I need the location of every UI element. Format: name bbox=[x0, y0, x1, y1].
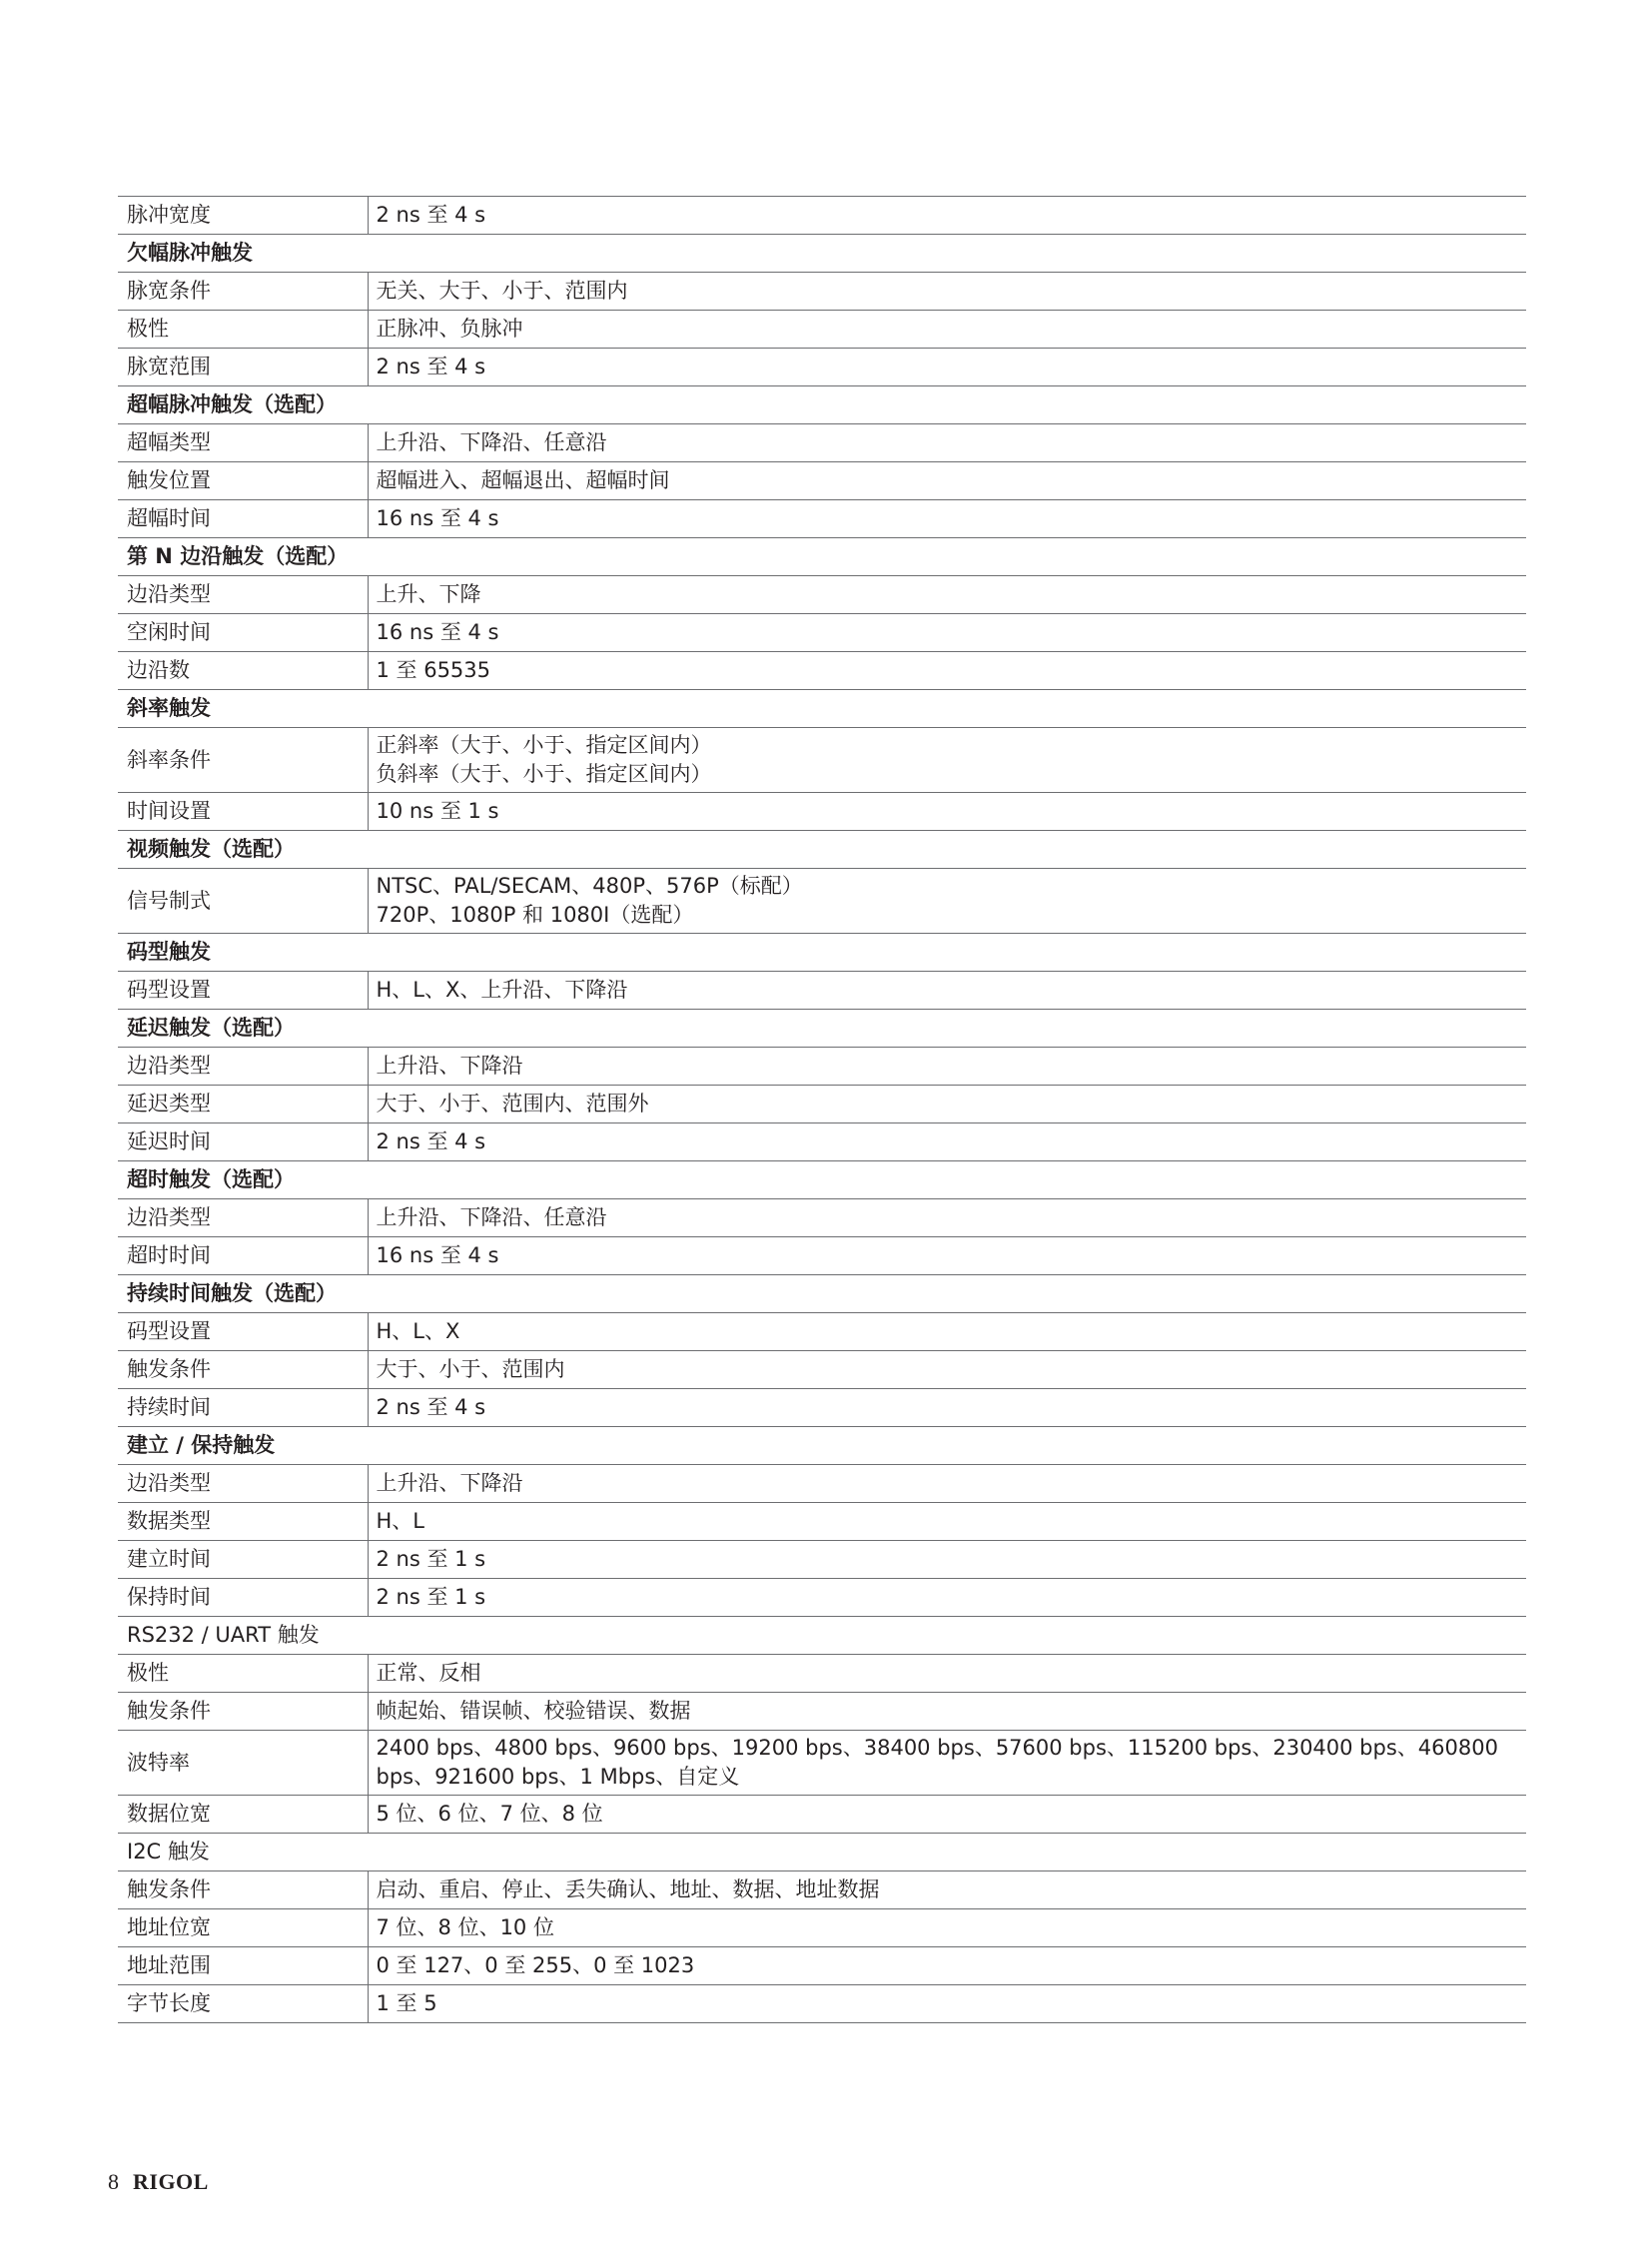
section-title: 持续时间触发（选配） bbox=[118, 1275, 1526, 1313]
spec-value: 7 位、8 位、10 位 bbox=[368, 1909, 1526, 1947]
spec-value bbox=[368, 869, 1526, 934]
spec-row bbox=[118, 1048, 1526, 1086]
brand-logo: RIGOL bbox=[133, 2169, 209, 2194]
spec-key: 边沿类型 bbox=[118, 1199, 368, 1237]
section-header-row bbox=[118, 1161, 1526, 1199]
spec-value: 0 至 127、0 至 255、0 至 1023 bbox=[368, 1947, 1526, 1985]
spec-row bbox=[118, 424, 1526, 462]
spec-key: 数据类型 bbox=[118, 1503, 368, 1541]
section-title: 第 N 边沿触发（选配） bbox=[118, 538, 1526, 576]
spec-row bbox=[118, 349, 1526, 386]
spec-value: 16 ns 至 4 s bbox=[368, 1237, 1526, 1275]
spec-key: 触发条件 bbox=[118, 1693, 368, 1731]
spec-key: 极性 bbox=[118, 311, 368, 349]
section-header-row bbox=[118, 1617, 1526, 1655]
spec-value: H、L、X、上升沿、下降沿 bbox=[368, 972, 1526, 1010]
spec-key: 数据位宽 bbox=[118, 1796, 368, 1834]
section-title: 欠幅脉冲触发 bbox=[118, 235, 1526, 273]
spec-key: 脉宽条件 bbox=[118, 273, 368, 311]
spec-key: 建立时间 bbox=[118, 1541, 368, 1579]
spec-value: 无关、大于、小于、范围内 bbox=[368, 273, 1526, 311]
spec-row bbox=[118, 1237, 1526, 1275]
section-header-row bbox=[118, 831, 1526, 869]
spec-value: 上升沿、下降沿 bbox=[368, 1048, 1526, 1086]
spec-row bbox=[118, 1909, 1526, 1947]
section-header-row bbox=[118, 690, 1526, 728]
section-title: 建立 / 保持触发 bbox=[118, 1427, 1526, 1465]
spec-value: 大于、小于、范围内 bbox=[368, 1351, 1526, 1389]
spec-key: 保持时间 bbox=[118, 1579, 368, 1617]
spec-row bbox=[118, 869, 1526, 934]
spec-row bbox=[118, 1503, 1526, 1541]
spec-table-body bbox=[118, 197, 1526, 2023]
section-title: 延迟触发（选配） bbox=[118, 1010, 1526, 1048]
spec-row bbox=[118, 1541, 1526, 1579]
spec-row bbox=[118, 500, 1526, 538]
spec-value: 大于、小于、范围内、范围外 bbox=[368, 1086, 1526, 1123]
spec-value: 2 ns 至 4 s bbox=[368, 1389, 1526, 1427]
spec-key: 信号制式 bbox=[118, 869, 368, 934]
spec-key: 延迟类型 bbox=[118, 1086, 368, 1123]
spec-row bbox=[118, 1731, 1526, 1796]
page-footer bbox=[108, 2169, 209, 2195]
section-header-row bbox=[118, 1010, 1526, 1048]
spec-key: 空闲时间 bbox=[118, 614, 368, 652]
spec-row bbox=[118, 1465, 1526, 1503]
spec-key: 边沿类型 bbox=[118, 1465, 368, 1503]
section-header-row bbox=[118, 538, 1526, 576]
spec-value: 正常、反相 bbox=[368, 1655, 1526, 1693]
spec-value: 上升沿、下降沿 bbox=[368, 1465, 1526, 1503]
spec-value-line: NTSC、PAL/SECAM、480P、576P（标配） bbox=[376, 874, 803, 898]
spec-row bbox=[118, 652, 1526, 690]
spec-key: 延迟时间 bbox=[118, 1123, 368, 1161]
section-title: 超时触发（选配） bbox=[118, 1161, 1526, 1199]
spec-row bbox=[118, 1985, 1526, 2023]
spec-value: 上升沿、下降沿、任意沿 bbox=[368, 424, 1526, 462]
spec-row bbox=[118, 728, 1526, 793]
spec-row bbox=[118, 1199, 1526, 1237]
spec-value-line: 720P、1080P 和 1080I（选配） bbox=[376, 903, 694, 927]
spec-value: 2 ns 至 1 s bbox=[368, 1541, 1526, 1579]
spec-value-line: 正斜率（大于、小于、指定区间内） bbox=[376, 733, 712, 757]
spec-key: 超时时间 bbox=[118, 1237, 368, 1275]
section-title: 斜率触发 bbox=[118, 690, 1526, 728]
section-title: RS232 / UART 触发 bbox=[118, 1617, 1526, 1655]
section-header-row bbox=[118, 934, 1526, 972]
spec-row bbox=[118, 1947, 1526, 1985]
section-header-row bbox=[118, 1275, 1526, 1313]
section-title: 超幅脉冲触发（选配） bbox=[118, 386, 1526, 424]
spec-key: 脉宽范围 bbox=[118, 349, 368, 386]
spec-key: 地址位宽 bbox=[118, 1909, 368, 1947]
spec-value: 2400 bps、4800 bps、9600 bps、19200 bps、38400 bps、57600 bps、115200 bps、230400 bps、460800 bps、921600 bps、1 Mbps、自定义 bbox=[368, 1731, 1526, 1796]
section-header-row bbox=[118, 386, 1526, 424]
spec-value: 上升、下降 bbox=[368, 576, 1526, 614]
spec-value: 5 位、6 位、7 位、8 位 bbox=[368, 1796, 1526, 1834]
section-header-row bbox=[118, 1427, 1526, 1465]
spec-key: 时间设置 bbox=[118, 793, 368, 831]
spec-key: 持续时间 bbox=[118, 1389, 368, 1427]
spec-value: H、L bbox=[368, 1503, 1526, 1541]
spec-value: 2 ns 至 4 s bbox=[368, 1123, 1526, 1161]
spec-row bbox=[118, 273, 1526, 311]
spec-value: 2 ns 至 4 s bbox=[368, 197, 1526, 235]
spec-value: 10 ns 至 1 s bbox=[368, 793, 1526, 831]
spec-key: 斜率条件 bbox=[118, 728, 368, 793]
spec-table bbox=[118, 196, 1526, 2023]
spec-value: 1 至 65535 bbox=[368, 652, 1526, 690]
section-header-row bbox=[118, 1834, 1526, 1871]
spec-row bbox=[118, 197, 1526, 235]
spec-row bbox=[118, 1871, 1526, 1909]
spec-value-line: 负斜率（大于、小于、指定区间内） bbox=[376, 762, 712, 786]
spec-key: 地址范围 bbox=[118, 1947, 368, 1985]
section-title: 视频触发（选配） bbox=[118, 831, 1526, 869]
spec-row bbox=[118, 1313, 1526, 1351]
spec-key: 触发条件 bbox=[118, 1351, 368, 1389]
spec-row bbox=[118, 1351, 1526, 1389]
spec-row bbox=[118, 576, 1526, 614]
spec-key: 边沿数 bbox=[118, 652, 368, 690]
spec-row bbox=[118, 462, 1526, 500]
spec-row bbox=[118, 1693, 1526, 1731]
spec-key: 脉冲宽度 bbox=[118, 197, 368, 235]
spec-key: 触发条件 bbox=[118, 1871, 368, 1909]
spec-key: 字节长度 bbox=[118, 1985, 368, 2023]
spec-value: 上升沿、下降沿、任意沿 bbox=[368, 1199, 1526, 1237]
spec-value: 启动、重启、停止、丢失确认、地址、数据、地址数据 bbox=[368, 1871, 1526, 1909]
spec-value: 帧起始、错误帧、校验错误、数据 bbox=[368, 1693, 1526, 1731]
spec-row bbox=[118, 1389, 1526, 1427]
spec-value: 正脉冲、负脉冲 bbox=[368, 311, 1526, 349]
spec-key: 码型设置 bbox=[118, 1313, 368, 1351]
spec-row bbox=[118, 1796, 1526, 1834]
spec-row bbox=[118, 793, 1526, 831]
spec-row bbox=[118, 1086, 1526, 1123]
spec-key: 超幅类型 bbox=[118, 424, 368, 462]
spec-row bbox=[118, 311, 1526, 349]
spec-value: 16 ns 至 4 s bbox=[368, 500, 1526, 538]
spec-row bbox=[118, 614, 1526, 652]
section-title: 码型触发 bbox=[118, 934, 1526, 972]
spec-value: 超幅进入、超幅退出、超幅时间 bbox=[368, 462, 1526, 500]
section-header-row bbox=[118, 235, 1526, 273]
spec-key: 触发位置 bbox=[118, 462, 368, 500]
spec-value: 2 ns 至 4 s bbox=[368, 349, 1526, 386]
spec-key: 极性 bbox=[118, 1655, 368, 1693]
spec-row bbox=[118, 1579, 1526, 1617]
spec-key: 边沿类型 bbox=[118, 576, 368, 614]
spec-value: H、L、X bbox=[368, 1313, 1526, 1351]
section-title: I2C 触发 bbox=[118, 1834, 1526, 1871]
spec-key: 边沿类型 bbox=[118, 1048, 368, 1086]
spec-row bbox=[118, 1655, 1526, 1693]
spec-value: 2 ns 至 1 s bbox=[368, 1579, 1526, 1617]
page-number: 8 bbox=[108, 2169, 119, 2194]
spec-row bbox=[118, 1123, 1526, 1161]
spec-key: 波特率 bbox=[118, 1731, 368, 1796]
spec-key: 码型设置 bbox=[118, 972, 368, 1010]
spec-value bbox=[368, 728, 1526, 793]
spec-value: 1 至 5 bbox=[368, 1985, 1526, 2023]
spec-row bbox=[118, 972, 1526, 1010]
spec-value: 16 ns 至 4 s bbox=[368, 614, 1526, 652]
spec-key: 超幅时间 bbox=[118, 500, 368, 538]
